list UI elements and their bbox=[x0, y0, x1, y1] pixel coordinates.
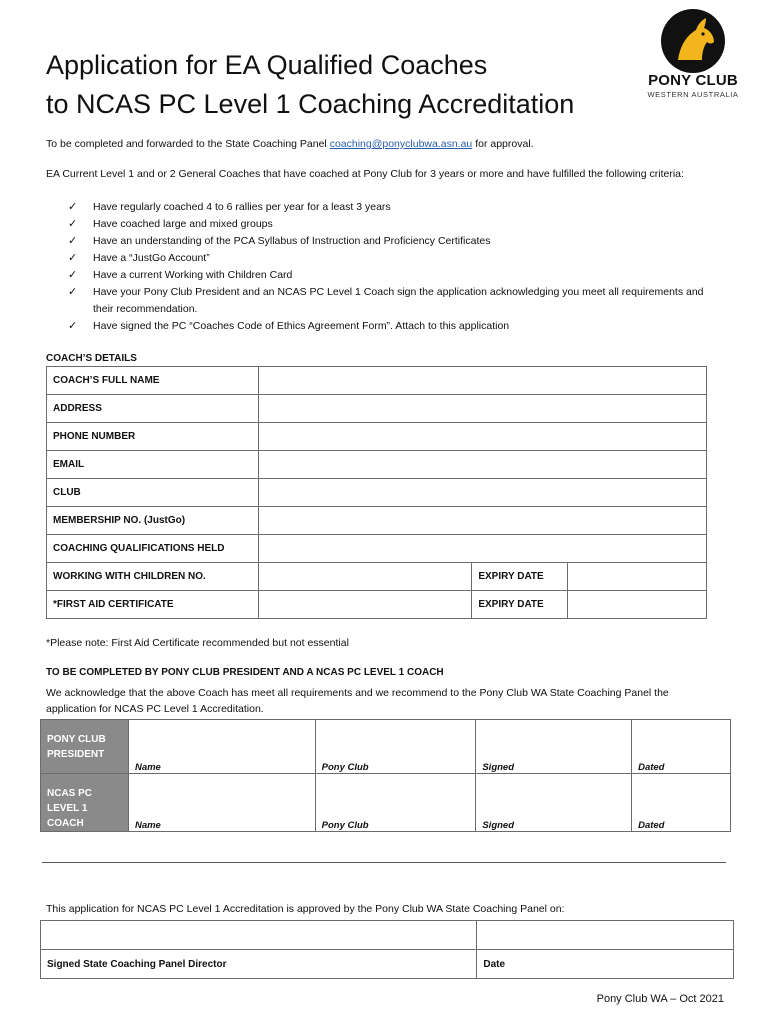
first-aid-input[interactable] bbox=[258, 591, 472, 619]
field-label-wwc-expiry: EXPIRY DATE bbox=[472, 563, 568, 591]
coaching-email-link[interactable]: coaching@ponyclubwa.asn.au bbox=[329, 138, 473, 150]
ncas-coach-label: NCAS PC LEVEL 1 COACH bbox=[41, 774, 129, 832]
coach-name-field[interactable]: Name bbox=[128, 774, 315, 832]
qualifications-input[interactable] bbox=[258, 535, 706, 563]
divider bbox=[42, 862, 726, 863]
intro-text-before: To be completed and forwarded to the State Coaching Panel bbox=[46, 138, 330, 150]
president-section-text: We acknowledge that the above Coach has meet all requirements and we recommend to the Pony Club WA State Coaching Panel the application for NCAS PC Level 1 Accreditation. bbox=[46, 687, 669, 715]
field-label-full-name: COACH’S FULL NAME bbox=[47, 367, 259, 395]
phone-input[interactable] bbox=[258, 423, 706, 451]
field-label-qualifications: COACHING QUALIFICATIONS HELD bbox=[47, 535, 259, 563]
approval-date-field[interactable] bbox=[477, 921, 734, 950]
criteria-item: ✓ Have an understanding of the PCA Syllabus of Instruction and Proficiency Certificates bbox=[46, 233, 706, 250]
criteria-item: ✓ Have coached large and mixed groups bbox=[46, 216, 706, 233]
field-label-phone: PHONE NUMBER bbox=[47, 423, 259, 451]
criteria-item: ✓ Have your Pony Club President and an NCAS PC Level 1 Coach sign the application acknowledging you meet all requirements and their recommendation. bbox=[68, 286, 704, 315]
title-line-2: to NCAS PC Level 1 Coaching Accreditation bbox=[46, 89, 575, 119]
criteria-list bbox=[46, 199, 706, 335]
president-label: PONY CLUB PRESIDENT bbox=[41, 720, 129, 774]
coach-signed-field[interactable]: Signed bbox=[476, 774, 632, 832]
approval-text: This application for NCAS PC Level 1 Accreditation is approved by the Pony Club WA State Coaching Panel on: bbox=[46, 903, 565, 915]
director-signature-label: Signed State Coaching Panel Director bbox=[41, 950, 477, 979]
field-label-first-aid: *FIRST AID CERTIFICATE bbox=[47, 591, 259, 619]
president-club-field[interactable]: Pony Club bbox=[315, 720, 476, 774]
director-signature-field[interactable] bbox=[41, 921, 477, 950]
logo-text: PONY CLUB bbox=[648, 72, 738, 89]
president-name-field[interactable]: Name bbox=[128, 720, 315, 774]
wwc-input[interactable] bbox=[258, 563, 472, 591]
title-line-1: Application for EA Qualified Coaches bbox=[46, 50, 488, 80]
check-icon: ✓ bbox=[68, 269, 78, 281]
check-icon: ✓ bbox=[68, 218, 78, 230]
address-input[interactable] bbox=[258, 395, 706, 423]
signature-table bbox=[40, 719, 731, 832]
check-icon: ✓ bbox=[68, 286, 78, 298]
first-aid-expiry-input[interactable] bbox=[568, 591, 707, 619]
intro-text-after: for approval. bbox=[472, 138, 534, 150]
intro-paragraph bbox=[46, 136, 726, 152]
president-signed-field[interactable]: Signed bbox=[476, 720, 632, 774]
check-icon: ✓ bbox=[68, 201, 78, 213]
criteria-intro: EA Current Level 1 and or 2 General Coaches that have coached at Pony Club for 3 years or more and have fulfilled the following criteria: bbox=[46, 168, 684, 180]
check-icon: ✓ bbox=[68, 235, 78, 247]
first-aid-note: *Please note: First Aid Certificate recommended but not essential bbox=[46, 637, 349, 649]
footer-text: Pony Club WA – Oct 2021 bbox=[596, 993, 724, 1005]
check-icon: ✓ bbox=[68, 252, 78, 264]
field-label-first-aid-expiry: EXPIRY DATE bbox=[472, 591, 568, 619]
field-label-email: EMAIL bbox=[47, 451, 259, 479]
membership-input[interactable] bbox=[258, 507, 706, 535]
president-dated-field[interactable]: Dated bbox=[632, 720, 731, 774]
page-title bbox=[46, 46, 574, 124]
club-input[interactable] bbox=[258, 479, 706, 507]
criteria-item: ✓ Have a current Working with Children Card bbox=[46, 267, 706, 284]
wwc-expiry-input[interactable] bbox=[568, 563, 707, 591]
coach-details-table bbox=[46, 366, 707, 619]
president-section-heading: TO BE COMPLETED BY PONY CLUB PRESIDENT AND A NCAS PC LEVEL 1 COACH bbox=[46, 667, 444, 678]
check-icon: ✓ bbox=[68, 320, 78, 332]
criteria-item: ✓ Have regularly coached 4 to 6 rallies per year for a least 3 years bbox=[46, 199, 706, 216]
logo-subtext: WESTERN AUSTRALIA bbox=[647, 90, 739, 99]
criteria-item: ✓ Have signed the PC “Coaches Code of Ethics Agreement Form”. Attach to this application bbox=[46, 318, 706, 335]
field-label-club: CLUB bbox=[47, 479, 259, 507]
criteria-item: ✓ Have a “JustGo Account” bbox=[46, 250, 706, 267]
coach-dated-field[interactable]: Dated bbox=[632, 774, 731, 832]
approval-table bbox=[40, 920, 734, 979]
email-input[interactable] bbox=[258, 451, 706, 479]
full-name-input[interactable] bbox=[258, 367, 706, 395]
coach-details-heading: COACH’S DETAILS bbox=[46, 353, 137, 364]
field-label-membership: MEMBERSHIP NO. (JustGo) bbox=[47, 507, 259, 535]
field-label-address: ADDRESS bbox=[47, 395, 259, 423]
approval-date-label: Date bbox=[477, 950, 734, 979]
coach-club-field[interactable]: Pony Club bbox=[315, 774, 476, 832]
field-label-wwc: WORKING WITH CHILDREN NO. bbox=[47, 563, 259, 591]
